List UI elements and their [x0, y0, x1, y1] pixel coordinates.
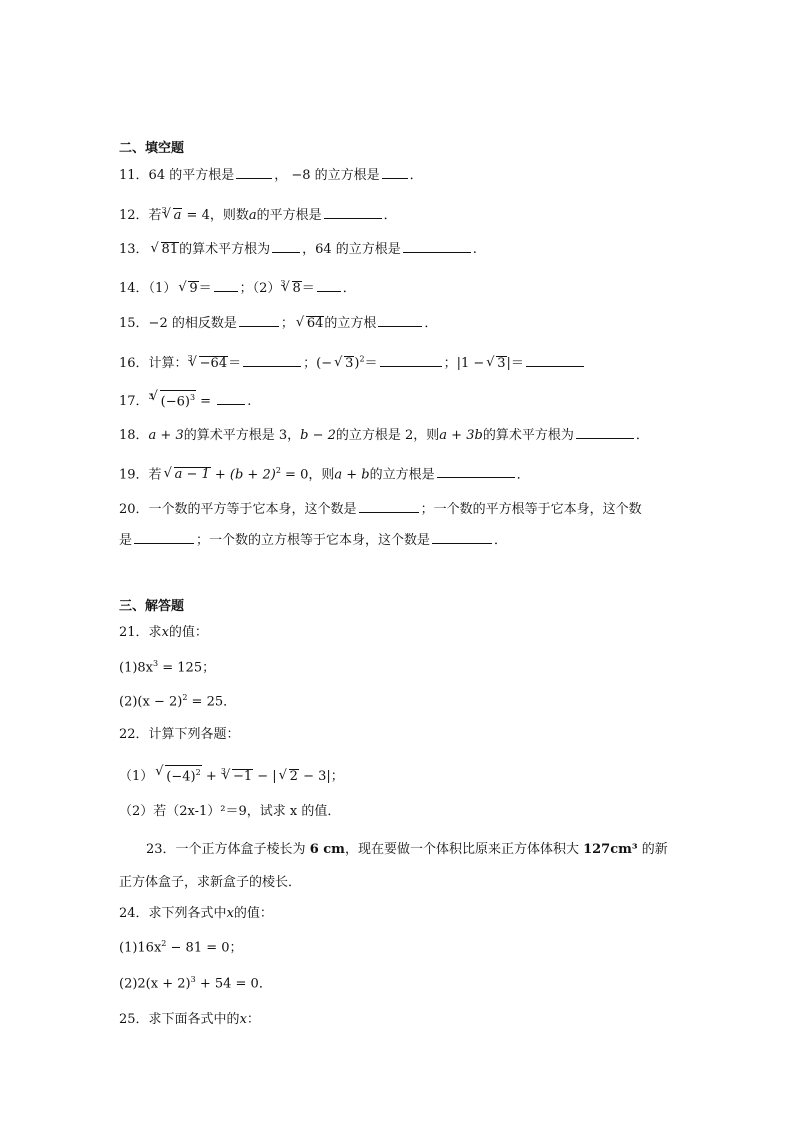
question-text: ．	[409, 168, 423, 183]
question-text: = 0，则	[280, 467, 335, 483]
exponent: 2	[161, 939, 167, 948]
radicand	[165, 765, 201, 783]
answer-blank[interactable]	[403, 240, 471, 253]
cube-root	[163, 208, 183, 224]
cube-root	[282, 281, 302, 297]
question-text: 的新	[637, 842, 668, 857]
question-21-part-2	[119, 690, 236, 710]
answer-blank[interactable]	[217, 392, 245, 405]
equation: (1)16x	[119, 940, 162, 956]
question-text: .	[472, 242, 477, 257]
question-text: 若	[148, 467, 162, 483]
question-text: .	[247, 394, 252, 409]
question-24-part-1	[119, 936, 243, 956]
math-expression: a + 3	[148, 428, 184, 443]
question-number: 18．	[119, 428, 149, 443]
question-text: − 3|；	[298, 769, 344, 784]
operator: +	[201, 769, 221, 784]
question-text: )	[354, 356, 360, 371]
equation: − 81 = 0；	[166, 940, 243, 956]
question-21	[119, 625, 208, 641]
question-text: 的值：	[168, 625, 208, 640]
question-20-line-1	[119, 500, 642, 518]
equals-sign: ＝	[364, 356, 378, 371]
question-text: ．	[635, 428, 649, 443]
equation: (1)8x	[119, 660, 154, 676]
question-17	[119, 389, 251, 410]
answer-blank[interactable]	[134, 531, 194, 544]
question-text: 求下面各式中的	[148, 1012, 240, 1027]
question-text: −	[321, 356, 333, 371]
square-root	[155, 765, 201, 785]
question-23-line-1	[146, 842, 668, 858]
question-text: ；(	[303, 356, 322, 371]
question-text: −2 的相反数是	[148, 316, 237, 331]
question-13	[119, 240, 477, 258]
section-3-title-text: 三、解答题	[119, 599, 185, 614]
equals-sign: ＝	[198, 281, 212, 296]
question-text: |＝	[506, 356, 524, 371]
answer-blank[interactable]	[432, 531, 492, 544]
radicand: a − 1	[174, 467, 210, 483]
question-text: 正方体盒子，求新盒子的棱长．	[119, 875, 302, 890]
question-text: ；一个数的平方根等于它本身，这个数	[420, 502, 642, 517]
radical-index: 3	[148, 392, 154, 401]
question-number: 13．	[119, 242, 149, 257]
section-2-title-text: 二、填空题	[119, 141, 185, 156]
radicand: 2	[289, 769, 298, 784]
question-part: （1）	[119, 769, 154, 784]
operator: − |	[253, 769, 277, 784]
radicand	[160, 390, 196, 408]
question-part: （1）	[148, 281, 177, 296]
exponent: 2	[195, 767, 201, 777]
equation: (2)(x − 2)	[119, 694, 183, 710]
question-text: 求下列各式中	[148, 906, 227, 921]
question-16	[119, 351, 586, 372]
question-25	[119, 1012, 260, 1028]
question-12	[119, 203, 397, 224]
radicand: −64	[199, 356, 228, 371]
question-number: 24．	[119, 906, 149, 921]
radicand: 3	[497, 356, 506, 371]
question-number: 19．	[119, 467, 149, 483]
question-22	[119, 727, 240, 743]
question-19	[119, 463, 530, 483]
radicand-text: (−4)	[166, 769, 196, 784]
exponent: 2	[275, 466, 281, 475]
square-root	[151, 242, 180, 258]
radical-index: 3	[280, 279, 286, 288]
question-text: ， −8 的立方根是	[274, 168, 380, 183]
square-root	[486, 356, 506, 372]
question-text: =	[196, 394, 216, 409]
question-18	[119, 426, 649, 444]
question-text: 的立方根是 2，则	[335, 428, 440, 443]
answer-blank[interactable]	[272, 240, 300, 253]
question-number: 12．	[119, 208, 149, 223]
question-text: 计算下列各题：	[148, 727, 240, 742]
question-text: 的平方根是	[256, 208, 322, 223]
question-text: 一个数的平方等于它本身，这个数是	[148, 502, 357, 517]
question-22-part-2	[119, 804, 340, 820]
radical-index: 3	[161, 206, 167, 215]
answer-blank[interactable]	[382, 166, 408, 179]
radical-index: 3	[187, 354, 193, 363]
question-text: ．	[342, 281, 356, 296]
question-number: 15．	[119, 316, 149, 331]
question-text: ；|1 −	[443, 356, 485, 371]
question-text: 若	[148, 208, 162, 223]
radicand: 64	[306, 316, 324, 331]
math-expression: b − 2	[300, 428, 336, 443]
question-14	[119, 276, 356, 297]
variable: x	[239, 1012, 247, 1027]
question-22-part-1	[119, 764, 344, 785]
emphasized-value: 127cm³	[583, 842, 638, 857]
answer-blank[interactable]	[236, 166, 272, 179]
equation: (2)2(x + 2)	[119, 976, 191, 992]
equals-sign: ＝	[301, 281, 315, 296]
emphasized-value: 6 cm	[309, 842, 345, 857]
question-text: ；	[280, 316, 294, 331]
radicand: 9	[189, 281, 198, 296]
question-text: 23．一个正方体盒子棱长为	[146, 842, 310, 857]
radicand: a	[173, 208, 182, 223]
math-expression: a + b	[334, 467, 370, 483]
question-23-line-2	[119, 875, 301, 891]
variable: x	[161, 625, 169, 640]
question-text: ．	[516, 467, 530, 483]
question-21-part-1	[119, 656, 215, 676]
question-number: 17．	[119, 394, 149, 409]
answer-blank[interactable]	[576, 426, 634, 439]
question-text: 计算：	[148, 356, 188, 371]
question-text: 64 的平方根是	[148, 168, 235, 183]
question-text: 的立方根是	[369, 467, 435, 483]
square-root	[296, 316, 325, 332]
exponent: 2	[359, 354, 365, 364]
radicand-text: (−6)	[160, 394, 190, 409]
question-number: 25．	[119, 1012, 149, 1027]
question-text: = 4，则数	[182, 208, 249, 223]
question-text: 的算术平方根为	[179, 242, 271, 257]
variable: x	[226, 906, 234, 921]
variable: a	[248, 208, 257, 223]
question-20-line-2	[119, 531, 507, 549]
cube-root	[222, 769, 253, 785]
radical-index: 3	[220, 767, 226, 776]
question-15	[119, 314, 437, 332]
question-number: 22．	[119, 727, 149, 742]
question-text: ，现在要做一个体积比原来正方体体积大	[344, 842, 584, 857]
answer-blank[interactable]	[243, 354, 301, 367]
question-24	[119, 906, 273, 922]
question-text: ；（2）	[239, 281, 281, 296]
question-text: ：	[246, 1012, 260, 1027]
equation: + 54 = 0．	[195, 976, 272, 992]
square-root	[279, 769, 299, 785]
equals-sign: ＝	[228, 356, 242, 371]
question-number: 21．	[119, 625, 149, 640]
square-root	[164, 467, 211, 483]
answer-blank[interactable]	[359, 500, 419, 513]
answer-blank[interactable]	[437, 465, 515, 478]
question-text: 的算术平方根是 3，	[183, 428, 301, 443]
question-11	[119, 166, 423, 184]
answer-blank[interactable]	[317, 279, 341, 292]
equation: = 125；	[158, 660, 216, 676]
question-number: 14．	[119, 281, 149, 296]
exponent: 2	[182, 693, 188, 702]
exponent: 3	[153, 659, 159, 668]
answer-blank[interactable]	[378, 314, 422, 327]
math-expression: + (b + 2)	[210, 467, 276, 483]
question-text: ．	[424, 316, 438, 331]
question-text: 的算术平方根为	[482, 428, 574, 443]
answer-blank[interactable]	[239, 314, 279, 327]
answer-blank[interactable]	[380, 354, 442, 367]
math-expression: a + 3b	[439, 428, 483, 443]
exponent: 3	[190, 975, 196, 984]
radicand: −1	[232, 769, 253, 784]
question-number: 11．	[119, 168, 149, 183]
question-text: 的立方根	[324, 316, 377, 331]
answer-blank[interactable]	[214, 279, 238, 292]
question-text: 的值：	[233, 906, 273, 921]
question-text: ；一个数的立方根等于它本身，这个数是	[196, 533, 431, 548]
cube-root	[189, 356, 228, 372]
square-root	[334, 356, 354, 372]
square-root	[178, 281, 198, 297]
radicand: 81	[161, 242, 179, 257]
section-2-title	[119, 141, 184, 157]
question-text: 求	[148, 625, 162, 640]
radicand: 8	[292, 281, 301, 296]
radicand: 3	[345, 356, 354, 371]
question-number: 16．	[119, 356, 149, 371]
question-text: （2）若（2x-1）²＝9，试求 x 的值．	[119, 804, 341, 819]
question-text: 是	[119, 533, 133, 548]
equation: = 25．	[187, 694, 237, 710]
question-24-part-2	[119, 972, 272, 992]
question-text: ．	[383, 208, 397, 223]
question-text: ，64 的立方根是	[302, 242, 401, 257]
question-text: ．	[494, 533, 508, 548]
cube-root	[150, 390, 196, 410]
exponent: 3	[189, 392, 196, 402]
section-3-title	[119, 599, 184, 615]
answer-blank[interactable]	[526, 354, 584, 367]
question-number: 20．	[119, 502, 149, 517]
answer-blank[interactable]	[324, 206, 382, 219]
